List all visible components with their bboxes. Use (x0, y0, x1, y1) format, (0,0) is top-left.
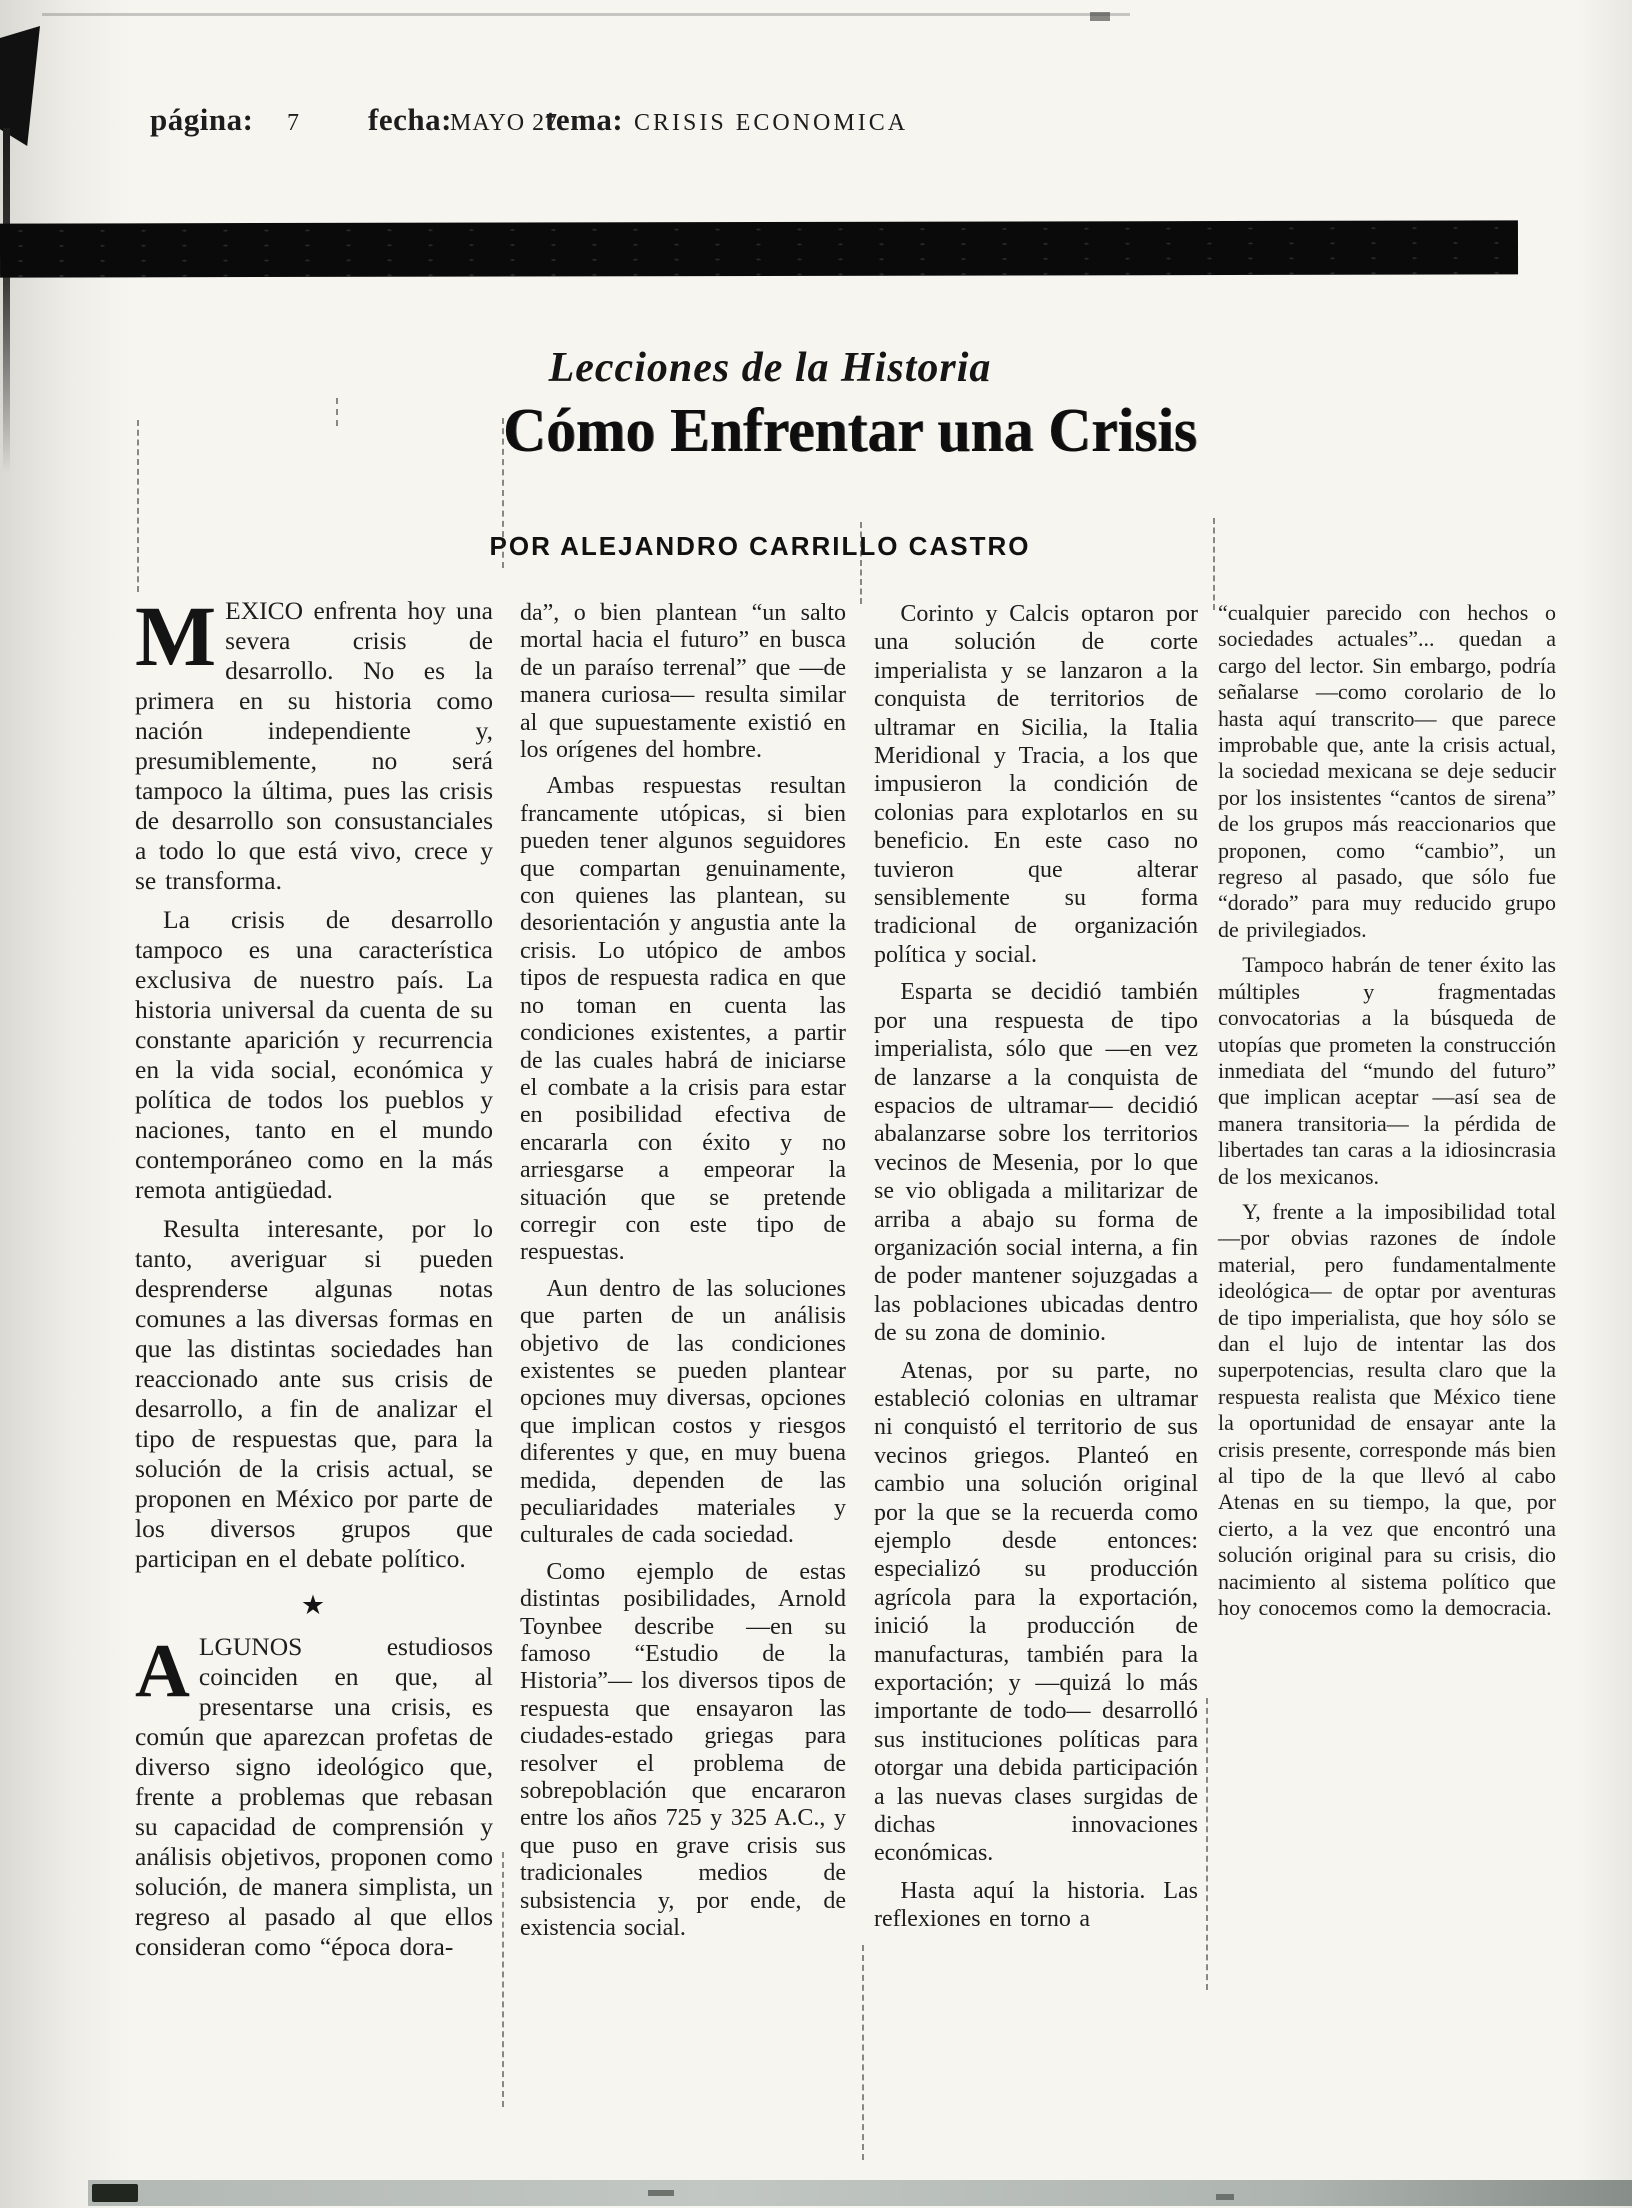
scan-top-hairline (42, 13, 1130, 16)
article-column-1 (135, 588, 493, 1971)
body-paragraph: Corinto y Calcis optaron por una solución de corte imperialista y se lanzaron a la conquista de territorios de ultramar en Sicilia, la Italia Meridional y Tracia, a los que impusieron la condición de colonias para explotarlos en su beneficio. En este caso no tuvieron que alterar sensiblemente su forma tradicional de organización política y social. (874, 601, 1198, 968)
date-label: fecha: (368, 102, 452, 137)
article-column-3 (874, 600, 1198, 1943)
paragraph-text: LGUNOS estudiosos coinciden en que, al presentarse una crisis, es común que aparezcan profetas de diverso signo ideológico que, frente a problemas que rebasan su capacidad de comprensión y análisis objetivos, proponen como solución, de manera simplista, un regreso al pasado al que ellos consideran como “época dora- (135, 1632, 493, 1961)
section-star-divider: ★ (300, 1590, 328, 1620)
topic-value: CRISIS ECONOMICA (634, 110, 909, 136)
page-number-label: página: (150, 102, 254, 137)
paragraph-text: EXICO enfrenta hoy una severa crisis de desarrollo. No es la primera en su historia como nación independiente y, presumiblemente, no será tampoco la última, pues las crisis de desarrollo son consustanciales a todo lo que está vivo, crece y se transforma. (135, 596, 493, 895)
body-paragraph: Atenas, por su parte, no estableció colonias en ultramar ni conquistó el territorio de sus vecinos griegos. Planteó en cambio una solución original por la que se la recuerda como ejemplo desde entonces: especializó su producción agrícola para la exportación, inició la producción de manufacturas, también para la exportación; y —quizá lo más importante de todo— desarrolló sus instituciones políticas para otorgar una debida participación a las nuevas clases surgidas de dichas innovaciones económicas. (874, 1357, 1198, 1867)
body-paragraph: Tampoco habrán de tener éxito las múltiples y fragmentadas convocatorias a la búsqueda de utopías que prometen la construcción inmediata del “mundo del futuro” que implican aceptar —así sea de manera transitoria— la pérdida de libertades tan caras a la idiosincrasia de los mexicanos. (1218, 952, 1556, 1189)
drop-cap: A (135, 1629, 190, 1713)
body-paragraph: da”, o bien plantean “un salto mortal hacia el futuro” en busca de un paraíso terrenal” que —de manera curiosa— resulta similar al que supuestamente existió en los orígenes del hombre. (520, 600, 846, 764)
column-rule (336, 398, 338, 426)
body-paragraph: “cualquier parecido con hechos o sociedades actuales”... quedan a cargo del lector. Sin embargo, podría señalarse —como corolario de lo hasta aquí transcrito— que parece improbable que, ante la crisis actual, la sociedad mexicana se deje seducir por los insistentes “cantos de sirena” de los grupos más reaccionarios que proponen, como “cambio”, un regreso al pasado, que sólo fue “dorado” para muy reducido grupo de privilegiados. (1218, 600, 1556, 942)
body-paragraph: La crisis de desarrollo tampoco es una característica exclusiva de nuestro país. La historia universal da cuenta de su constante aparición y recurrencia en la vida social, económica y política de todos los pueblos y naciones, tanto en el mundo contemporáneo como en la más remota antigüedad. (135, 905, 493, 1204)
page-number-value: 7 (287, 110, 300, 136)
scan-bottom-mark (92, 2184, 138, 2202)
article-column-2 (520, 600, 846, 1952)
column-rule (137, 420, 139, 592)
body-paragraph: Ambas respuestas resultan francamente utópicas, si bien pueden tener algunos seguidores que compartan genuinamente, con quienes las plantean, su desorientación y angustia ante la crisis. Lo utópico de ambos tipos de respuesta radica en que no toman en cuenta las condiciones existentes, a partir de las cuales habrá de iniciarse el combate a la crisis para estar en posibilidad efectiva de encararla con éxito y no arriesgarse a empeorar la situación que se pretende corregir con este tipo de respuestas. (520, 773, 846, 1266)
scan-speck (1216, 2194, 1234, 2200)
body-paragraph (135, 588, 493, 896)
article-column-4 (1218, 600, 1556, 1630)
body-paragraph: Como ejemplo de estas distintas posibilidades, Arnold Toynbee describe —en su famoso “Estudio de la Historia”— los diversos tipos de respuesta que ensayaron las ciudades-estado griegas para resolver el problema de sobrepoblación que encararon entre los años 725 y 325 A.C., y que puso en grave crisis sus tradicionales medios de subsistencia y, por ende, de existencia social. (520, 1558, 846, 1942)
column-rule (502, 418, 504, 568)
article-kicker: Lecciones de la Historia (548, 345, 992, 391)
column-rule (1206, 1698, 1208, 1990)
body-paragraph: Esparta se decidió también por una respuesta de tipo imperialista, sólo que —en vez de lanzarse a la conquista de espacios de ultramar— decidió abalanzarse sobre los territorios vecinos de Mesenia, por lo que se vio obligada a militarizar de arriba a abajo su forma de organización social interna, a fin de poder mantener sojuzgadas a las poblaciones ubicadas dentro de su zona de dominio. (874, 979, 1198, 1347)
body-paragraph (135, 1629, 493, 1962)
column-rule (1213, 518, 1215, 610)
article-title: Cómo Enfrentar una Crisis (503, 397, 1197, 465)
body-paragraph: Hasta aquí la historia. Las reflexiones en torno a (874, 1877, 1198, 1933)
column-rule (862, 1945, 864, 2160)
scan-edge-line (3, 128, 10, 473)
body-paragraph: Aun dentro de las soluciones que parten de un análisis objetivo de las condiciones existentes se pueden plantear opciones muy diversas, opciones que implican costos y riesgos diferentes y que, en muy buena medida, dependen de las peculiaridades materiales y culturales de cada sociedad. (520, 1275, 846, 1549)
body-paragraph: Y, frente a la imposibilidad total —por obvias razones de índole material, pero fundamentalmente ideológica— de optar por aventuras de tipo imperialista, que hoy sólo se dan el lujo de intentar las dos superpotencias, resulta claro que la respuesta realista que México tiene la oportunidad de ensayar ante la crisis presente, corresponde más bien al tipo de la que llevó al cabo Atenas en su tiempo, la que, por cierto, a la vez que encontró una solución original para su crisis, dio nacimiento al sistema político que hoy conocemos como la democracia. (1218, 1198, 1556, 1621)
date-value: MAYO 27 (450, 110, 559, 136)
column-rule (502, 1852, 504, 2107)
scan-top-tick (1090, 12, 1110, 21)
topic-label: tema: (545, 102, 624, 137)
column-rule (860, 522, 862, 604)
black-separator-bar (0, 220, 1518, 277)
scan-speck (648, 2190, 674, 2196)
body-paragraph: Resulta interesante, por lo tanto, averiguar si pueden desprenderse algunas notas comunes a las diversas formas en que las distintas sociedades han reaccionado ante sus crisis de desarrollo, a fin de analizar el tipo de respuestas que, para la solución de la crisis actual, se proponen en México por parte de los diversos grupos que participan en el debate político. (135, 1214, 493, 1573)
article-byline: POR ALEJANDRO CARRILLO CASTRO (489, 531, 1031, 561)
drop-cap: M (135, 588, 217, 684)
scan-bottom-strip (88, 2180, 1632, 2206)
